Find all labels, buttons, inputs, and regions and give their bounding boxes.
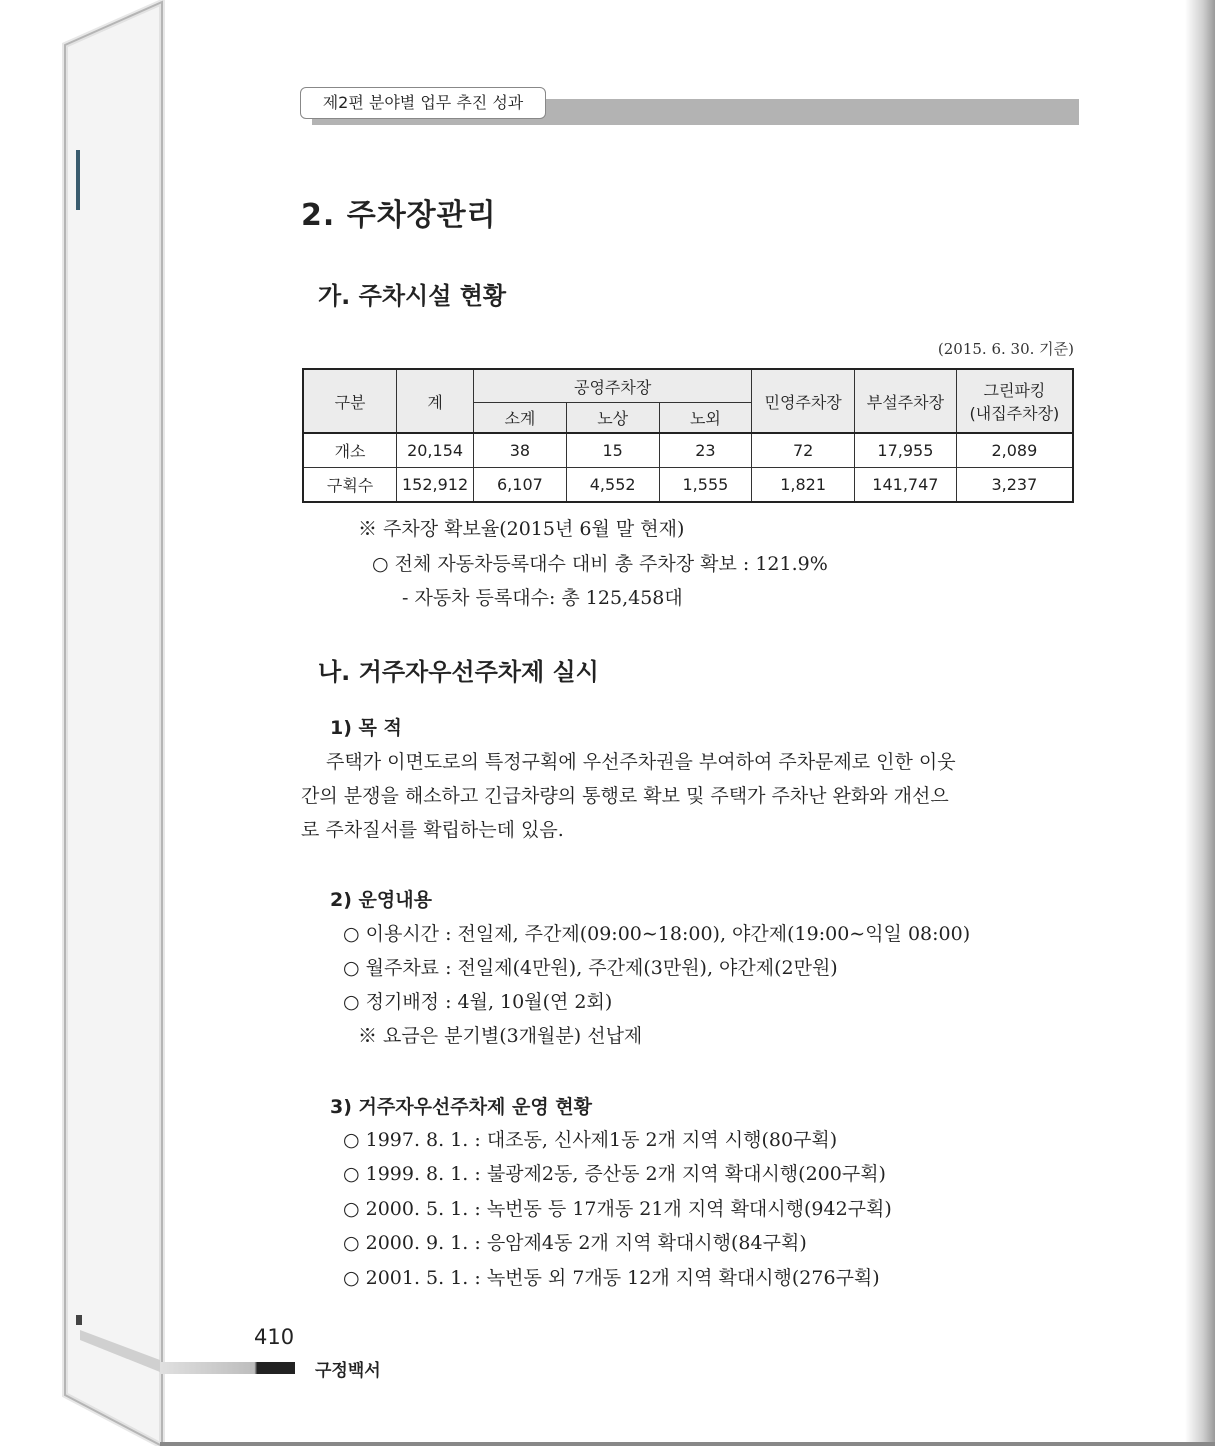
row-label: 구획수 [303,468,397,503]
th-public: 공영주차장 [474,369,752,403]
table-row [303,433,1073,468]
status-item: ○ 1999. 8. 1. : 불광제2동, 증산동 2개 지역 확대시행(200구획) [343,1163,886,1185]
th-offstreet: 노외 [659,403,752,434]
status-item: ○ 2000. 9. 1. : 응암제4동 2개 지역 확대시행(84구획) [343,1232,807,1254]
operation-note: ※ 요금은 분기별(3개월분) 선납제 [358,1025,643,1047]
th-subtotal: 소계 [474,403,567,434]
th-private: 민영주차장 [752,369,855,433]
table-cell: 2,089 [956,433,1073,468]
th-category: 구분 [303,369,397,433]
purpose-line: 주택가 이면도로의 특정구획에 우선주차권을 부여하여 주차문제로 인한 이웃 [326,751,956,773]
table-cell: 38 [474,433,567,468]
parking-facility-table [302,368,1074,503]
page-number: 410 [254,1325,295,1349]
table-cell: 20,154 [397,433,474,468]
subsection-a-title: 가. 주차시설 현황 [318,282,507,310]
th-green-label: 그린파킹 [983,381,1046,400]
th-street: 노상 [566,403,659,434]
status-item: ○ 2000. 5. 1. : 녹번동 등 17개동 21개 지역 확대시행(942구획) [343,1198,892,1220]
th-green-sub: (내집주차장) [969,404,1060,423]
th-total: 계 [397,369,474,433]
book-title: 구정백서 [315,1361,381,1381]
section-title: 2. 주차장관리 [301,198,497,233]
table-cell: 4,552 [566,468,659,503]
table-cell: 1,555 [659,468,752,503]
note-ratio: ○ 전체 자동차등록대수 대비 총 주차장 확보 : 121.9% [372,553,828,575]
operation-item: ○ 이용시간 : 전일제, 주간제(09:00∼18:00), 야간제(19:00∼익일 08:00) [343,923,971,945]
note-registered-cars: - 자동차 등록대수: 총 125,458대 [402,587,683,609]
table-cell: 72 [752,433,855,468]
purpose-line: 간의 분쟁을 해소하고 긴급차량의 통행로 확보 및 주택가 주차난 완화와 개선으 [301,785,949,807]
status-item: ○ 2001. 5. 1. : 녹번동 외 7개동 12개 지역 확대시행(276구획) [343,1267,880,1289]
table-row [303,468,1073,503]
operation-heading: 2) 운영내용 [330,889,432,911]
operation-item: ○ 정기배정 : 4월, 10월(연 2회) [343,991,613,1013]
note-securing-rate: ※ 주차장 확보율(2015년 6월 말 현재) [358,518,685,540]
subsection-b-title: 나. 거주자우선주차제 실시 [318,658,599,686]
table-cell: 141,747 [854,468,956,503]
chapter-label: 제2편 분야별 업무 추진 성과 [300,87,546,119]
page-bottom-edge [160,1442,1215,1446]
page-edge-shadow [1185,0,1215,1446]
row-label: 개소 [303,433,397,468]
table-cell: 3,237 [956,468,1073,503]
th-green [956,369,1073,433]
footer-bar [160,1362,295,1374]
book-spine [0,0,165,1446]
table-cell: 6,107 [474,468,567,503]
status-heading: 3) 거주자우선주차제 운영 현황 [330,1096,592,1118]
operation-item: ○ 월주차료 : 전일제(4만원), 주간제(3만원), 야간제(2만원) [343,957,838,979]
th-attached: 부설주차장 [854,369,956,433]
status-item: ○ 1997. 8. 1. : 대조동, 신사제1동 2개 지역 시행(80구획) [343,1129,838,1151]
table-cell: 152,912 [397,468,474,503]
table-cell: 1,821 [752,468,855,503]
purpose-heading: 1) 목 적 [330,717,402,739]
table-cell: 23 [659,433,752,468]
purpose-line: 로 주차질서를 확립하는데 있음. [301,819,564,841]
basis-date: (2015. 6. 30. 기준) [937,340,1074,358]
table-cell: 15 [566,433,659,468]
table-cell: 17,955 [854,433,956,468]
